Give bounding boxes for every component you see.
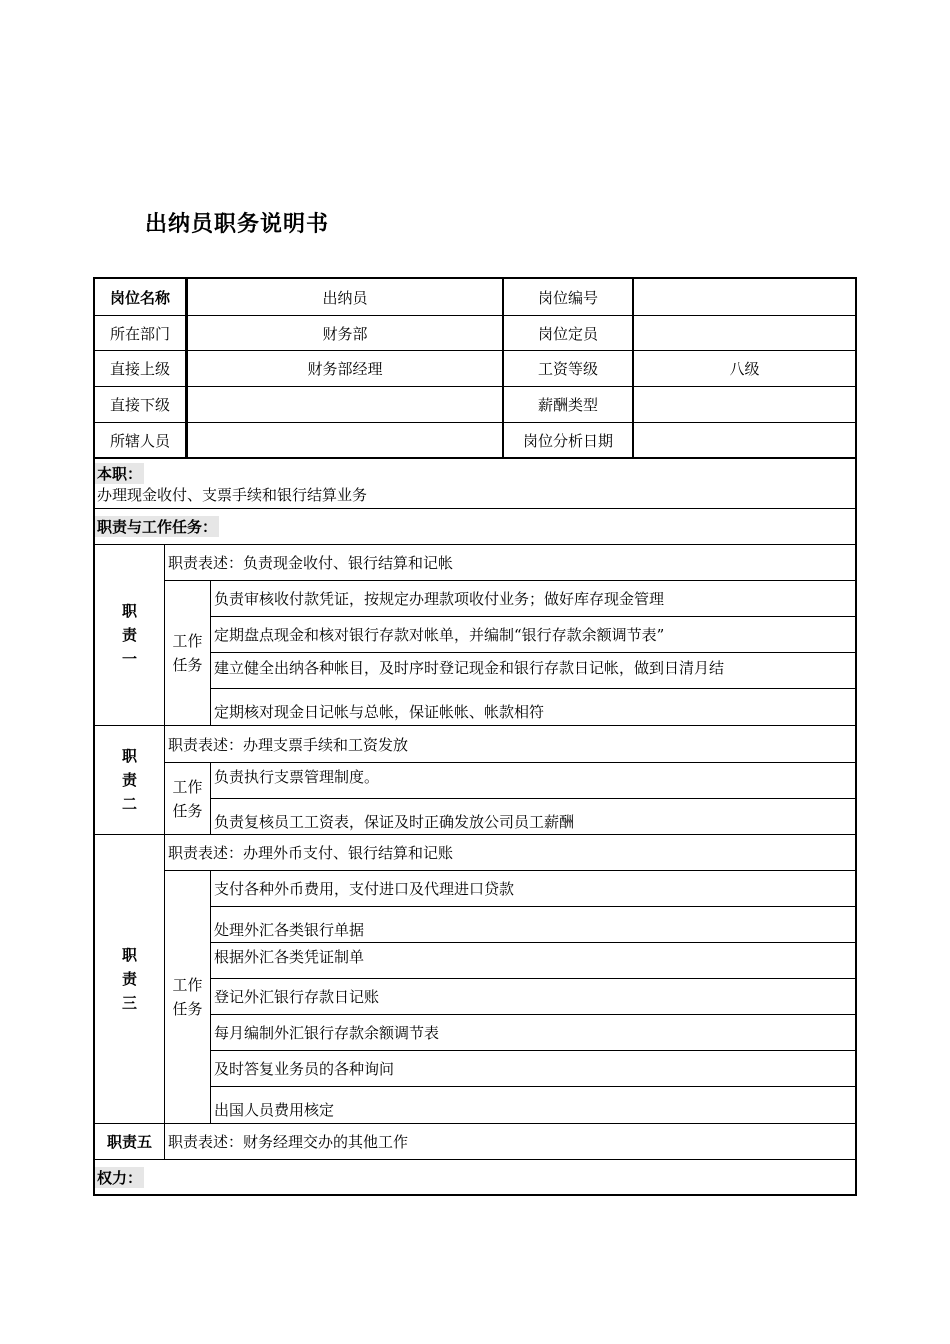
info-label: 所辖人员 — [95, 423, 186, 459]
duty-3-task-label: 工作 任务 — [165, 871, 211, 1124]
info-label: 直接上级 — [95, 351, 186, 387]
duty-2-task-label: 工作 任务 — [165, 763, 211, 835]
task-item: 登记外汇银行存款日记账 — [211, 979, 855, 1015]
info-value — [186, 387, 504, 423]
duty-3-statement: 职责表述：办理外币支付、银行结算和记账 — [165, 835, 855, 871]
task-item: 及时答复业务员的各种询问 — [211, 1051, 855, 1087]
info-label: 薪酬类型 — [504, 387, 634, 423]
duty-1-statement: 职责表述：负责现金收付、银行结算和记帐 — [165, 545, 855, 581]
task-item: 定期核对现金日记帐与总帐，保证帐帐、帐款相符 — [211, 689, 855, 726]
task-item: 负责审核收付款凭证，按规定办理款项收付业务；做好库存现金管理 — [211, 581, 855, 617]
info-label: 岗位分析日期 — [504, 423, 634, 459]
task-item: 定期盘点现金和核对银行存款对帐单，并编制“银行存款余额调节表” — [211, 617, 855, 653]
info-value: 财务部经理 — [186, 351, 504, 387]
task-item: 建立健全出纳各种帐目，及时序时登记现金和银行存款日记帐，做到日清月结 — [211, 653, 855, 689]
core-duty-section — [95, 459, 855, 509]
task-item: 负责执行支票管理制度。 — [211, 763, 855, 799]
core-duty-text: 办理现金收付、支票手续和银行结算业务 — [97, 486, 368, 504]
info-label: 岗位名称 — [95, 279, 186, 316]
duty-2-name: 职 责 二 — [95, 726, 165, 835]
info-value — [634, 316, 855, 351]
info-value: 八级 — [634, 351, 855, 387]
task-item: 支付各种外币费用，支付进口及代理进口贷款 — [211, 871, 855, 907]
info-label: 直接下级 — [95, 387, 186, 423]
duties-header: 职责与工作任务： — [97, 518, 218, 536]
task-item: 每月编制外汇银行存款余额调节表 — [211, 1015, 855, 1051]
job-description-table — [93, 277, 857, 1196]
info-value — [634, 279, 855, 316]
info-value — [634, 387, 855, 423]
duty-2-statement: 职责表述：办理支票手续和工资发放 — [165, 726, 855, 763]
task-item: 根据外汇各类凭证制单 — [211, 943, 855, 979]
duty-3-name: 职 责 三 — [95, 835, 165, 1124]
authority-section — [95, 1160, 855, 1194]
task-item: 负责复核员工工资表，保证及时正确发放公司员工薪酬 — [211, 799, 855, 835]
info-value: 出纳员 — [186, 279, 504, 316]
duty-1-name: 职 责 一 — [95, 545, 165, 726]
duty-1-task-label: 工作 任务 — [165, 581, 211, 726]
task-item: 处理外汇各类银行单据 — [211, 907, 855, 943]
task-item: 出国人员费用核定 — [211, 1087, 855, 1124]
core-duty-label: 本职： — [97, 465, 143, 483]
duty-5-statement: 职责表述：财务经理交办的其他工作 — [165, 1124, 855, 1160]
info-label: 所在部门 — [95, 316, 186, 351]
info-label: 岗位编号 — [504, 279, 634, 316]
duty-5-name: 职责五 — [95, 1124, 165, 1160]
info-label: 工资等级 — [504, 351, 634, 387]
info-value — [186, 423, 504, 459]
authority-label: 权力： — [97, 1168, 143, 1187]
info-value — [634, 423, 855, 459]
duties-header-section — [95, 509, 855, 545]
info-label: 岗位定员 — [504, 316, 634, 351]
page-title: 出纳员职务说明书 — [145, 212, 330, 237]
info-value: 财务部 — [186, 316, 504, 351]
